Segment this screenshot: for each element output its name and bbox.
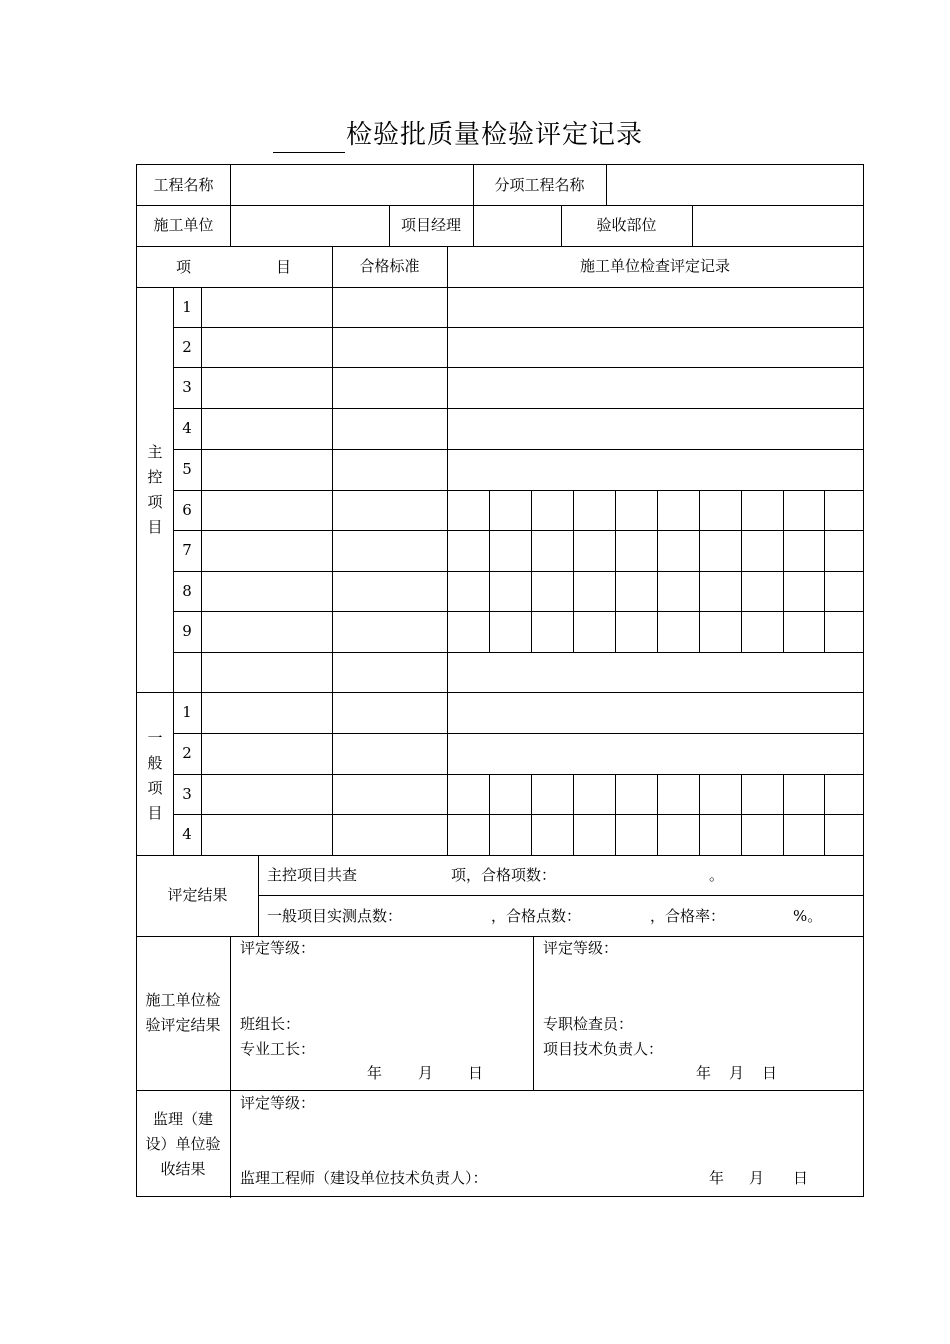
- main-control-row-number: 7: [182, 541, 192, 559]
- construction-eval-label: [143, 936, 223, 1090]
- grid-divider: [615, 774, 616, 855]
- col-divider: [447, 246, 448, 855]
- general-row-number: 1: [182, 703, 192, 721]
- construction-eval-label-text: 施工单位检验评定结果: [145, 991, 221, 1034]
- supervision-engineer: 监理工程师（建设单位技术负责人）：: [240, 1169, 488, 1187]
- result-line2-d: %。: [793, 907, 823, 925]
- result-line1-b: 项，合格项数：: [451, 866, 557, 884]
- row-divider: [173, 652, 863, 653]
- col-divider: [258, 855, 259, 936]
- date-month-right: 月: [729, 1064, 745, 1082]
- main-control-row-number: 2: [182, 337, 192, 356]
- date-month-left: 月: [418, 1064, 434, 1082]
- main-control-row-number: 6: [182, 500, 192, 519]
- date-year-left: 年: [367, 1064, 383, 1082]
- main-control-row-number: [173, 652, 201, 692]
- row-divider: [258, 895, 863, 896]
- grid-divider: [615, 490, 616, 652]
- project-manager-label: 项目经理: [400, 216, 461, 234]
- grid-divider: [573, 490, 574, 652]
- supervision-month: 月: [749, 1169, 765, 1187]
- title-block: [273, 112, 693, 156]
- supervision-grade: 评定等级：: [240, 1094, 316, 1112]
- supervision-day: 日: [793, 1169, 809, 1187]
- row-divider: [173, 490, 863, 491]
- grid-divider: [699, 774, 700, 855]
- standard-column-header: 合格标准: [359, 257, 420, 275]
- row-divider: [173, 733, 863, 734]
- row-divider: [137, 692, 863, 693]
- acceptance-part-label: 验收部位: [596, 216, 657, 234]
- date-day-right: 日: [762, 1064, 778, 1082]
- row-divider: [173, 571, 863, 572]
- grid-divider: [741, 774, 742, 855]
- row-divider: [173, 530, 863, 531]
- grade-left: 评定等级：: [240, 939, 316, 957]
- grid-divider: [699, 490, 700, 652]
- row-divider: [137, 936, 863, 937]
- main-control-row-number: 1: [182, 297, 192, 316]
- general-row-number: 2: [182, 744, 192, 762]
- construction-unit-label: 施工单位: [153, 216, 214, 234]
- grid-divider: [824, 774, 825, 855]
- row-divider: [173, 449, 863, 450]
- result-line2-a: 一般项目实测点数：: [267, 907, 403, 925]
- grid-divider: [531, 490, 532, 652]
- row-divider: [173, 611, 863, 612]
- project-name-label: 工程名称: [153, 175, 214, 194]
- grid-divider: [741, 490, 742, 652]
- result-line2-b: ，合格点数：: [491, 907, 582, 925]
- row-divider: [173, 408, 863, 409]
- item-column-label: 项: [176, 258, 192, 276]
- result-line2-c: ，合格率：: [650, 907, 726, 925]
- main-control-row-number: 4: [182, 419, 192, 437]
- result-label: 评定结果: [167, 886, 228, 904]
- sub-project-label: 分项工程名称: [494, 175, 585, 194]
- col-divider: [332, 246, 333, 855]
- grid-divider: [824, 490, 825, 652]
- result-line1-a: 主控项目共查: [267, 866, 358, 884]
- row-divider: [173, 367, 863, 368]
- row-divider: [173, 814, 863, 815]
- project-name-field[interactable]: [230, 165, 473, 205]
- inspector-label: 专职检查员：: [543, 1015, 634, 1033]
- grade-right: 评定等级：: [543, 939, 619, 957]
- grid-divider: [489, 774, 490, 855]
- grid-divider: [531, 774, 532, 855]
- grid-divider: [657, 774, 658, 855]
- project-manager-field[interactable]: [473, 205, 561, 246]
- main-control-row-number: 8: [182, 581, 192, 600]
- construction-unit-field[interactable]: [230, 205, 389, 246]
- main-control-row-number: 5: [182, 460, 192, 478]
- col-divider: [230, 936, 231, 1198]
- inspection-form: [136, 164, 864, 1197]
- record-column-header: 施工单位检查评定记录: [579, 257, 730, 275]
- grid-divider: [783, 490, 784, 652]
- main-control-row-number: 9: [182, 622, 192, 640]
- grid-divider: [573, 774, 574, 855]
- grid-divider: [657, 490, 658, 652]
- date-year-right: 年: [696, 1064, 712, 1082]
- acceptance-part-field[interactable]: [692, 205, 863, 246]
- title-blank-line[interactable]: [273, 152, 345, 153]
- general-row-number: 3: [182, 784, 192, 803]
- main-control-group-label: 主控项目: [147, 443, 163, 536]
- row-divider: [173, 327, 863, 328]
- row-divider: [137, 287, 863, 288]
- result-line1-c: 。: [709, 866, 725, 884]
- row-divider: [173, 774, 863, 775]
- item-column-label-2: 目: [276, 258, 292, 276]
- general-row-number: 4: [182, 825, 192, 843]
- col-divider: [533, 936, 534, 1090]
- foreman-label: 专业工长：: [240, 1040, 316, 1058]
- team-leader-label: 班组长：: [240, 1015, 301, 1033]
- supervision-year: 年: [709, 1169, 725, 1187]
- grid-divider: [783, 774, 784, 855]
- date-day-left: 日: [468, 1064, 484, 1082]
- grid-divider: [489, 490, 490, 652]
- general-group-label: 一般项目: [147, 729, 163, 822]
- tech-lead-label: 项目技术负责人：: [543, 1040, 664, 1058]
- page-title: 检验批质量检验评定记录: [346, 120, 644, 150]
- main-control-row-number: 3: [182, 378, 192, 396]
- supervision-label-text: 监理（建设）单位验收结果: [145, 1109, 221, 1178]
- sub-project-field[interactable]: [606, 165, 863, 205]
- supervision-label: [143, 1090, 223, 1198]
- col-divider: [201, 287, 202, 855]
- row-divider: [137, 1090, 863, 1091]
